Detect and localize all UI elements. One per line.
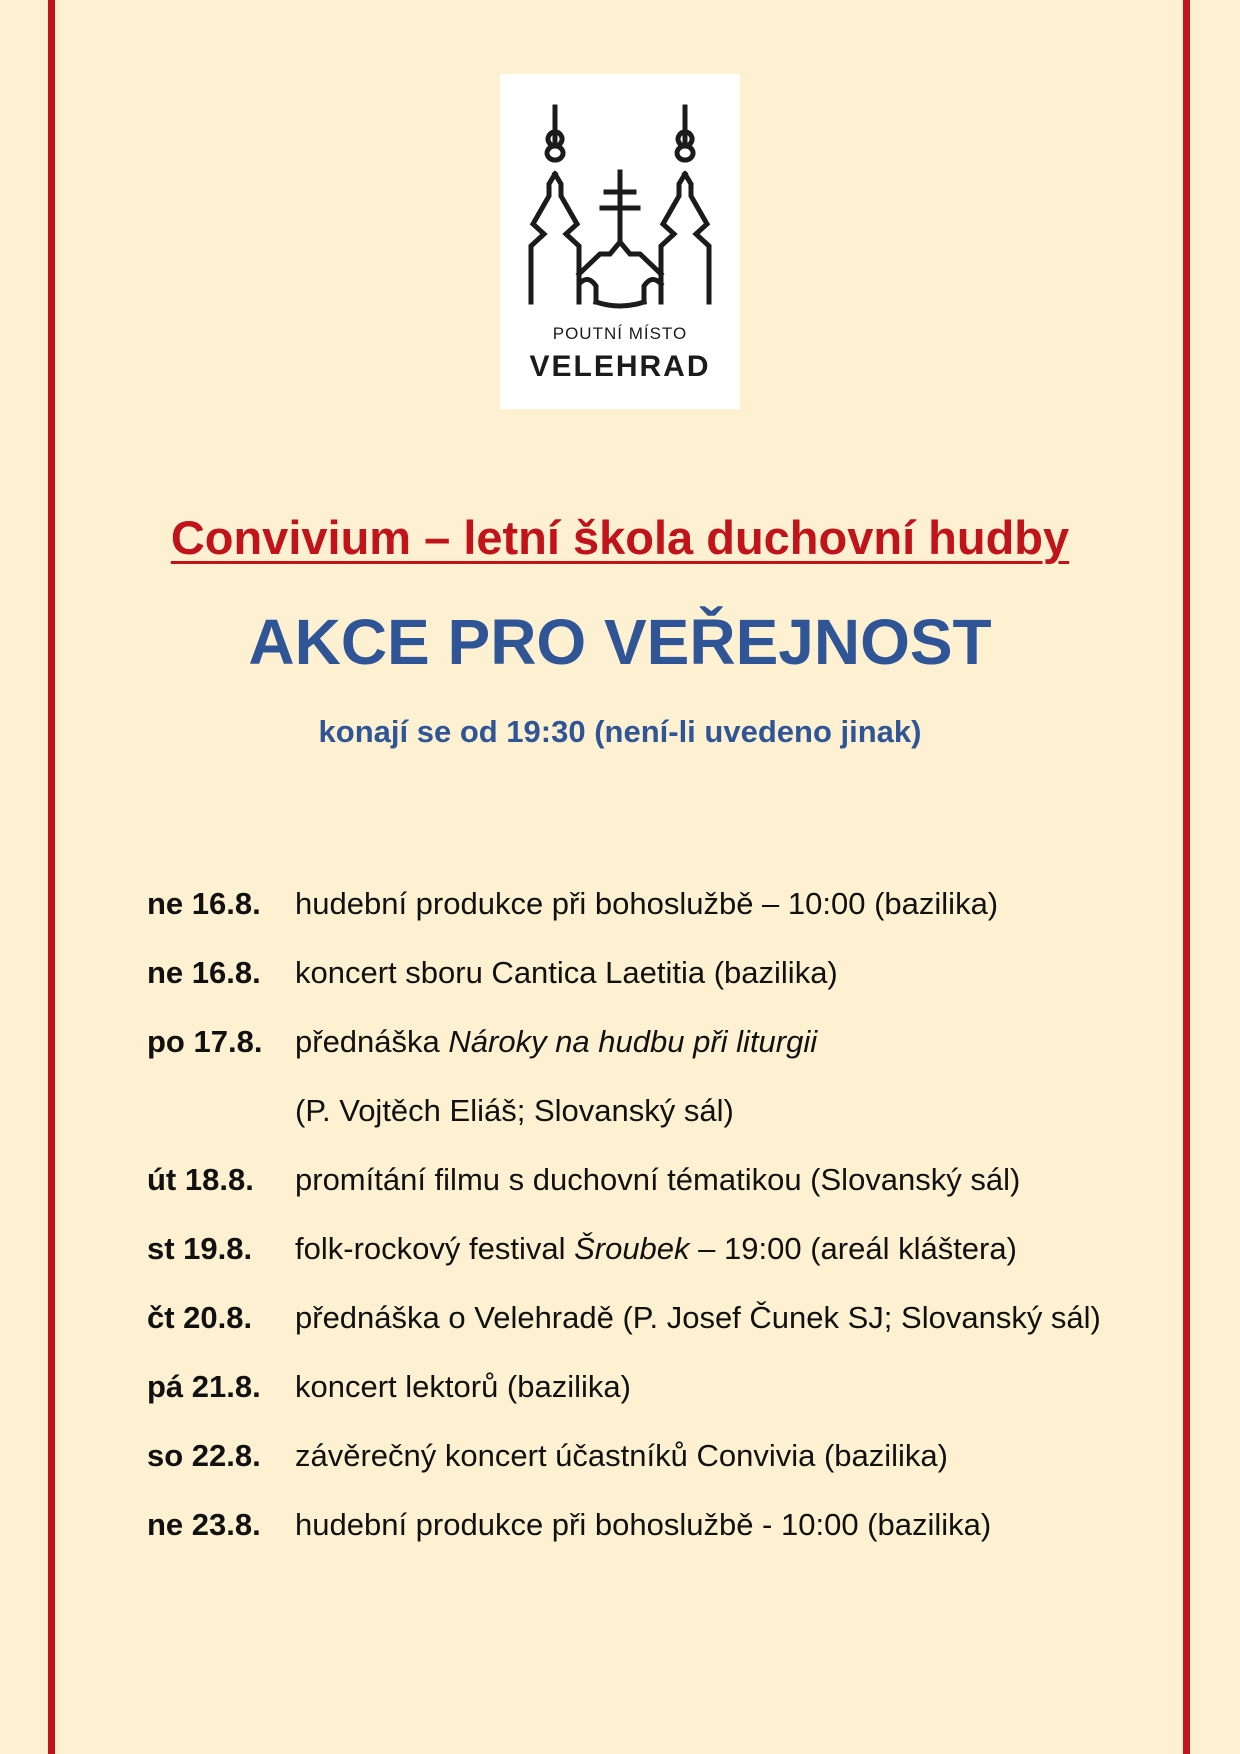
schedule-list (147, 882, 1167, 1572)
schedule-date: pá 21.8. (147, 1369, 261, 1404)
schedule-date: ne 16.8. (147, 955, 261, 990)
schedule-row (147, 1296, 1167, 1365)
festival-name: Šroubek (574, 1231, 690, 1266)
schedule-description: závěrečný koncert účastníků Convivia (bazilika) (295, 1438, 948, 1473)
schedule-row (147, 882, 1167, 951)
schedule-description (295, 1227, 1017, 1271)
schedule-date: st 19.8. (147, 1231, 253, 1266)
schedule-row (147, 1089, 1167, 1158)
event-title: Convivium – letní škola duchovní hudby (170, 511, 1070, 564)
schedule-date: ne 16.8. (147, 886, 261, 921)
left-border (48, 0, 55, 1754)
velehrad-logo (500, 74, 740, 409)
schedule-description-text: – 19:00 (areál kláštera) (689, 1231, 1017, 1266)
headline: AKCE PRO VEŘEJNOST (248, 606, 992, 678)
schedule-date: so 22.8. (147, 1438, 261, 1473)
schedule-row (147, 951, 1167, 1020)
schedule-description (295, 1020, 817, 1064)
schedule-description-text: přednáška (295, 1024, 449, 1059)
schedule-row (147, 1020, 1167, 1089)
subtitle: konají se od 19:30 (není-li uvedeno jinak) (318, 714, 922, 749)
schedule-date: út 18.8. (147, 1162, 254, 1197)
schedule-description-text: folk-rockový festival (295, 1231, 575, 1266)
schedule-row (147, 1158, 1167, 1227)
schedule-description: přednáška o Velehradě (P. Josef Čunek SJ; Slovanský sál) (295, 1300, 1101, 1335)
schedule-description: koncert sboru Cantica Laetitia (bazilika) (295, 955, 838, 990)
schedule-description: koncert lektorů (bazilika) (295, 1369, 631, 1404)
schedule-row (147, 1365, 1167, 1434)
schedule-row (147, 1434, 1167, 1503)
schedule-row (147, 1227, 1167, 1296)
basilica-towers-cross-icon (500, 74, 740, 324)
logo-name: VELEHRAD (529, 350, 711, 383)
logo-subtitle: POUTNÍ MÍSTO (552, 324, 688, 343)
schedule-description: hudební produkce při bohoslužbě - 10:00 (bazilika) (295, 1507, 992, 1542)
right-border (1183, 0, 1190, 1754)
schedule-date: čt 20.8. (147, 1300, 253, 1335)
schedule-description: hudební produkce při bohoslužbě – 10:00 (bazilika) (295, 886, 999, 921)
schedule-date: po 17.8. (147, 1024, 263, 1059)
lecture-title: Nároky na hudbu při liturgii (448, 1024, 818, 1059)
schedule-description: (P. Vojtěch Eliáš; Slovanský sál) (295, 1093, 734, 1128)
schedule-row (147, 1503, 1167, 1572)
schedule-date: ne 23.8. (147, 1507, 261, 1542)
schedule-description: promítání filmu s duchovní tématikou (Slovanský sál) (295, 1162, 1021, 1197)
